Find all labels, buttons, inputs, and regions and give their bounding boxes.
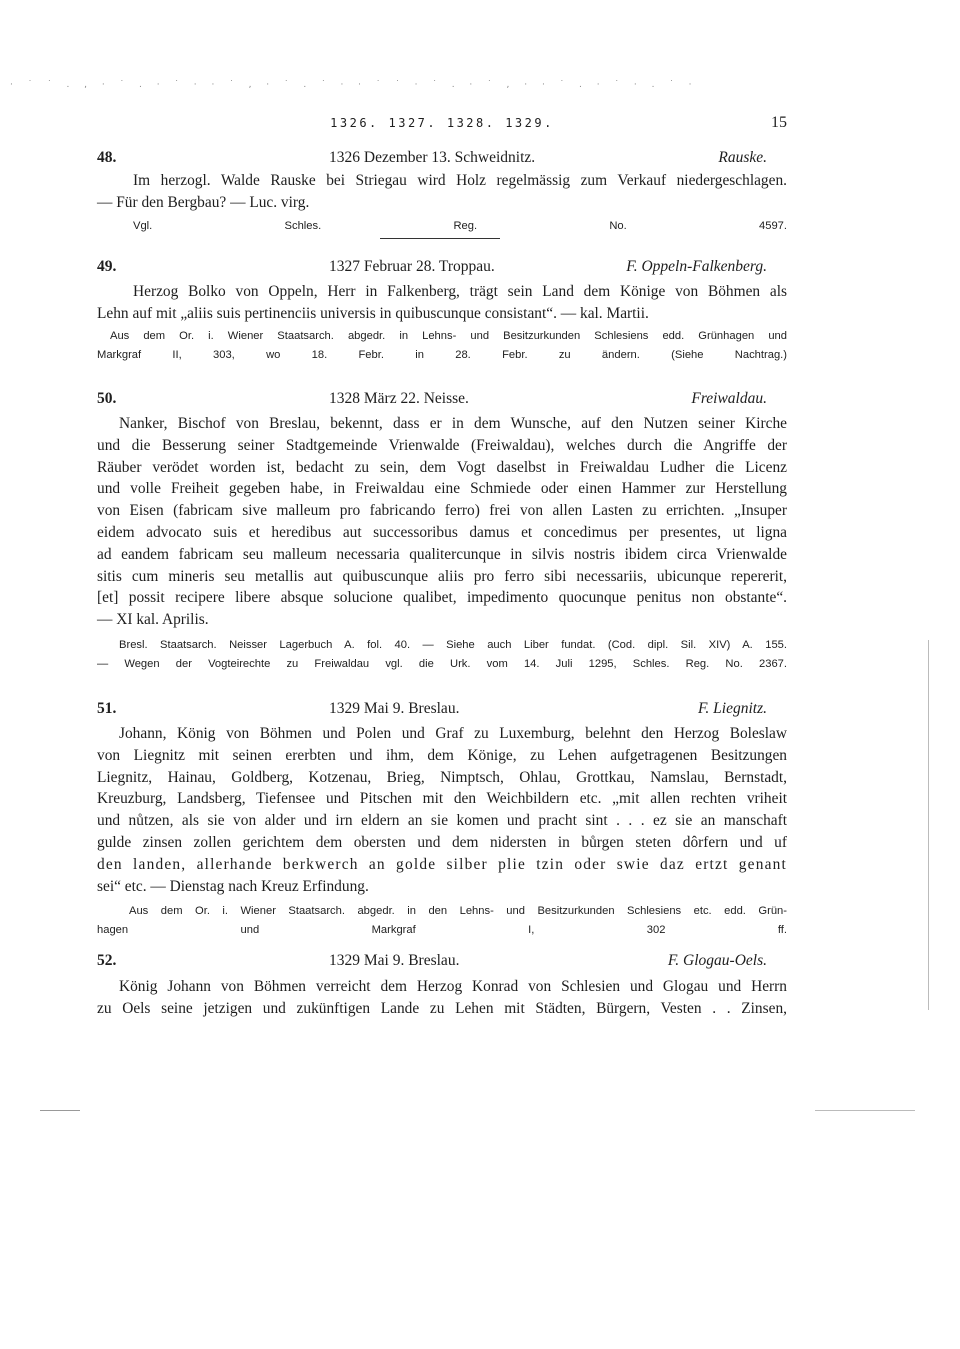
text-line: zu Oels seine jetzigen und zukünftigen Lande zu Lehen mit Städten, Bürgern, Vesten . . Zinsen, [97,999,787,1017]
doc-number: 51. [97,700,117,717]
text-line: und volle Freiheit gegeben habe, in Freiwaldau eine Schmiede oder einen Hammer zur Herstellung [97,480,787,498]
scan-margin-line [928,640,929,1010]
doc-date: 1327 Februar 28. Troppau. [329,258,495,275]
doc-place: Rauske. [718,149,767,166]
doc-number: 48. [97,149,117,166]
note-line: Aus dem Or. i. Wiener Staatsarch. abgedr. in Lehns- und Besitzurkunden Schlesiens edd. Grünhagen und [110,330,787,342]
page-number: 15 [771,114,787,131]
note-line: — Wegen der Vogteirechte zu Freiwaldau vgl. die Urk. vom 14. Juli 1295, Schles. Reg. No. 2367. [97,657,787,670]
text-line: Kreuzburg, Landsberg, Tiefensee und Pitschen mit den Weichbildern etc. „mit allen rechten vriheit [97,790,787,808]
doc-51-note [97,902,787,939]
note-line: hagen und Markgraf I, 302 ff. [97,923,787,936]
text-line: Räuber verödet worden ist, bedacht zu sein, dem Vogt daselbst in Freiwaldau Ludher die Licenz [97,458,787,476]
doc-date: 1329 Mai 9. Breslau. [329,952,460,969]
doc-50-text [97,413,787,631]
text-line: Im herzogl. Walde Rauske bei Striegau wird Holz regelmässig zum Verkauf niedergeschlagen. [133,172,787,189]
doc-52-text [97,976,787,1020]
doc-date: 1328 März 22. Neisse. [329,390,469,407]
text-line: Nanker, Bischof von Breslau, bekennt, dass er in dem Wunsche, auf den Nutzen seiner Kirche [119,415,787,432]
text-line: Johann, König von Böhmen und Polen und Graf zu Luxemburg, belehnt den Herzog Boleslaw [119,725,787,742]
text-line: Liegnitz, Hainau, Goldberg, Kotzenau, Brieg, Nimptsch, Ohlau, Grottkau, Namslau, Bernstadt, [97,768,787,786]
text-line: von Liegnitz mit seinen ererbten und ihm, dem Könige, zu Lehen aufgetragenen Besitzungen [97,746,787,764]
scan-mark [40,1110,80,1111]
text-line: ad eandem fabricam seu malleum necessaria qualitercunque in silvis nostris ibidem circa Vrienwalde [97,545,787,563]
text-line: König Johann von Böhmen verreicht dem Herzog Konrad von Schlesien und Glogau und Herrn [119,978,787,995]
note-line: Vgl. Schles. Reg. No. 4597. [133,220,787,232]
text-line: Herzog Bolko von Oppeln, Herr in Falkenberg, trägt sein Land dem Könige von Böhmen als [133,283,787,300]
scan-mark [815,1110,915,1111]
text-line: [et] possit recipere libere absque solucione qualibet, impedimento quocunque penitus non obstante“. [97,589,787,607]
doc-49-text [97,281,787,325]
running-head-years: 1326. 1327. 1328. 1329. [330,116,554,130]
text-line: — Für den Bergbau? — Luc. virg. [97,193,310,211]
separator-rule [380,238,500,239]
doc-header-48 [97,149,787,169]
doc-place: Freiwaldau. [691,390,767,407]
text-line: und nůtzen, als sie von alder und irn eldern an sie komen und pracht sint . . . ez sie an manschaft [97,812,787,830]
doc-header-51 [97,700,787,720]
note-line: Markgraf II, 303, wo 18. Febr. in 28. Febr. zu ändern. (Siehe Nachtrag.) [97,348,787,361]
text-line: und die Besserung seiner Stadtgemeinde Vrienwalde (Freiwaldau), welches durch die Angriffe der [97,436,787,454]
doc-50-note [97,636,787,673]
doc-place: F. Glogau-Oels. [667,952,767,969]
text-line: sei“ etc. — Dienstag nach Kreuz Erfindung. [97,877,369,895]
text-line: sitis cum mineris seu metallis aut quibuscunque aliis pro ferro sibi necessariis, ubicunque repererit, [97,567,787,585]
text-line: gulde zinsen zollen gerichtem dem obersten und dem nidersten in bůrgen steten dôrfern und uf [97,833,787,851]
doc-header-49 [97,258,787,278]
doc-number: 50. [97,390,117,407]
doc-header-50 [97,390,787,410]
doc-header-52 [97,952,787,972]
doc-place: F. Oppeln-Falkenberg. [626,258,767,275]
text-line: den landen, allerhande berkwerch an golde silber plie tzin oder swie daz ertzt genant [97,855,787,873]
text-line: — XI kal. Aprilis. [97,611,209,629]
running-head [97,116,787,136]
scan-noise: · ˙ ˙ . , · ˙ . · ˙ · · ˙ , · ˙ . ˙ · · ˙ ˙ · ˙ . · ˙ , · · ˙ . · ˙ · . ˙ · [10,80,698,90]
doc-49-note [97,327,787,364]
doc-48-text [97,170,787,214]
doc-51-text [97,723,787,897]
text-line: von Eisen (fabricam sive malleum pro fabricando ferro) frei von allen Lasten zu errichten. „Insuper [97,502,787,520]
note-line: Aus dem Or. i. Wiener Staatsarch. abgedr. in den Lehns- und Besitzurkunden Schlesiens etc. edd. Grün- [129,905,787,917]
doc-date: 1326 Dezember 13. Schweidnitz. [329,149,536,166]
text-line: eidem advocato suis et heredibus aut successoribus damus et concedimus per presentes, ut ligna [97,523,787,541]
doc-number: 52. [97,952,117,969]
doc-number: 49. [97,258,117,275]
doc-place: F. Liegnitz. [697,700,767,717]
note-line: Bresl. Staatsarch. Neisser Lagerbuch A. fol. 40. — Siehe auch Liber fundat. (Cod. dipl. Sil. XIV) A. 155. [119,639,787,651]
doc-date: 1329 Mai 9. Breslau. [329,700,460,717]
doc-48-note [97,217,787,236]
text-line: Lehn auf mit „aliis suis pertinenciis universis in quibuscunque consistant“. — kal. Martii. [97,304,649,322]
